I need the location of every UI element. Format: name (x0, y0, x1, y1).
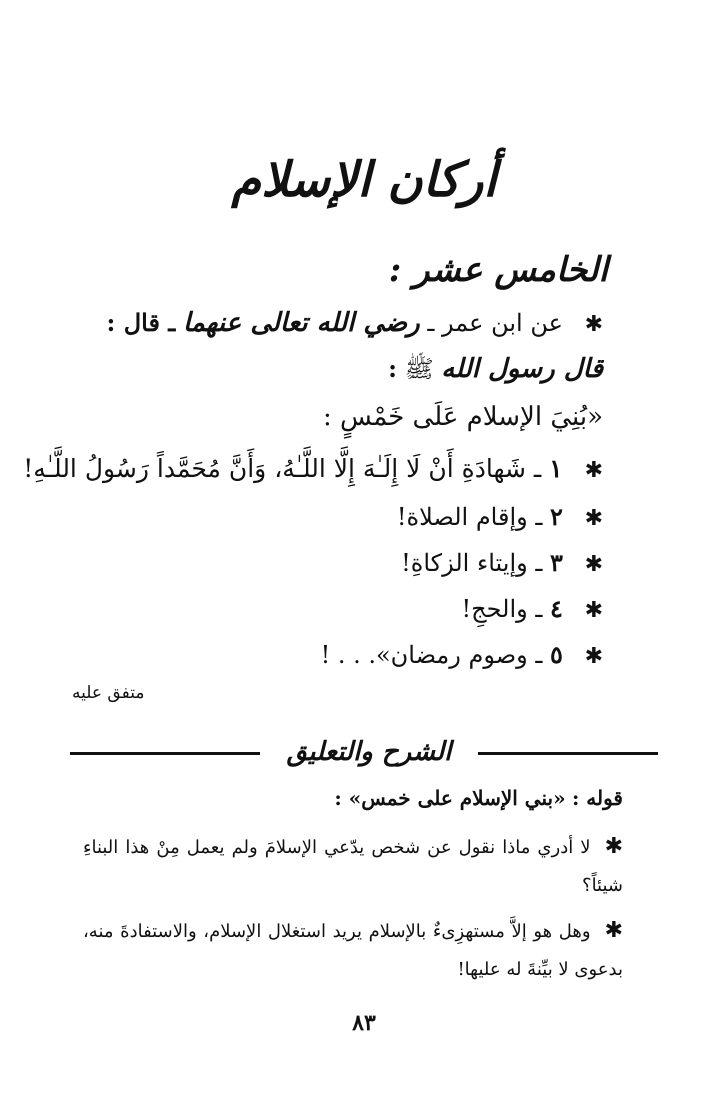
pillar-item (397, 500, 603, 536)
pillar-number: ١ (549, 454, 563, 483)
pillar-text: ـ وصوم رمضان». . . ! (320, 641, 543, 669)
hadith-source: متفق عليه (72, 683, 145, 703)
pillar-number: ٢ (550, 502, 563, 531)
salutation-glyph: ﷺ (404, 355, 434, 383)
asterisk-icon: ✱ (584, 644, 603, 669)
pillar-item (23, 452, 603, 488)
divider-line-right (478, 752, 658, 755)
commentary-quote: «بني الإسلام على خمس» : (334, 786, 566, 810)
page-number: ٨٣ (352, 1010, 376, 1036)
commentary-paragraph (83, 912, 623, 989)
commentary-label: قوله : (571, 786, 623, 810)
asterisk-icon: ✱ (584, 458, 603, 483)
asterisk-icon: ✱ (584, 312, 603, 337)
divider-line-left (70, 752, 260, 755)
narration-honorific: رضي الله تعالى عنهما (182, 308, 420, 338)
prophet-said-line (388, 352, 603, 386)
narration-suffix: ـ قال : (106, 308, 176, 337)
pillar-text: ـ وإقام الصلاة! (396, 503, 543, 531)
pillar-item (462, 592, 603, 628)
prophet-said-text: قال رسول الله (441, 354, 603, 384)
hadith-number-heading: الخامس عشر : (388, 250, 608, 290)
chapter-title: أركان الإسلام (231, 152, 497, 208)
pillar-number: ٤ (550, 594, 563, 623)
prophet-said-colon: : (388, 354, 398, 383)
hadith-opening: «بُنِيَ الإسلام عَلَى خَمْسٍ : (323, 402, 603, 432)
pillar-item (321, 638, 603, 674)
pillar-item (401, 546, 603, 582)
asterisk-icon: ✱ (584, 506, 603, 531)
asterisk-icon: ✱ (604, 918, 623, 943)
commentary-title: الشرح والتعليق (286, 737, 452, 767)
narration-line (107, 306, 604, 342)
commentary-paragraph (83, 828, 623, 905)
commentary-heading (334, 782, 623, 814)
narration-prefix: عن ابن عمر ـ (427, 309, 563, 337)
asterisk-icon: ✱ (584, 552, 603, 577)
pillar-text: ـ والحجِ! (461, 595, 543, 623)
pillar-text: ـ وإيتاء الزكاةِ! (401, 549, 543, 577)
commentary-divider (70, 728, 658, 778)
pillar-number: ٣ (550, 548, 563, 577)
pillar-text: ـ شَهادَةِ أَنْ لَا إِلَـٰهَ إِلَّا اللَّـٰهُ، وَأَنَّ مُحَمَّداً رَسُولُ اللَّـٰهِ! (23, 454, 542, 483)
pillar-number: ٥ (550, 640, 563, 669)
paragraph-text: لا أدري ماذا نقول عن شخص يدّعي الإسلامَ ولم يعمل مِنْ هذا البناءِ شيئاً؟ (83, 837, 623, 896)
asterisk-icon: ✱ (584, 598, 603, 623)
paragraph-text: وهل هو إلاَّ مستهزِىءٌ بالإسلام يريد استغلال الإسلام، والاستفادةَ منه، بدعوى لا بيِّنةَ له عليها! (83, 921, 623, 980)
asterisk-icon: ✱ (604, 834, 623, 859)
